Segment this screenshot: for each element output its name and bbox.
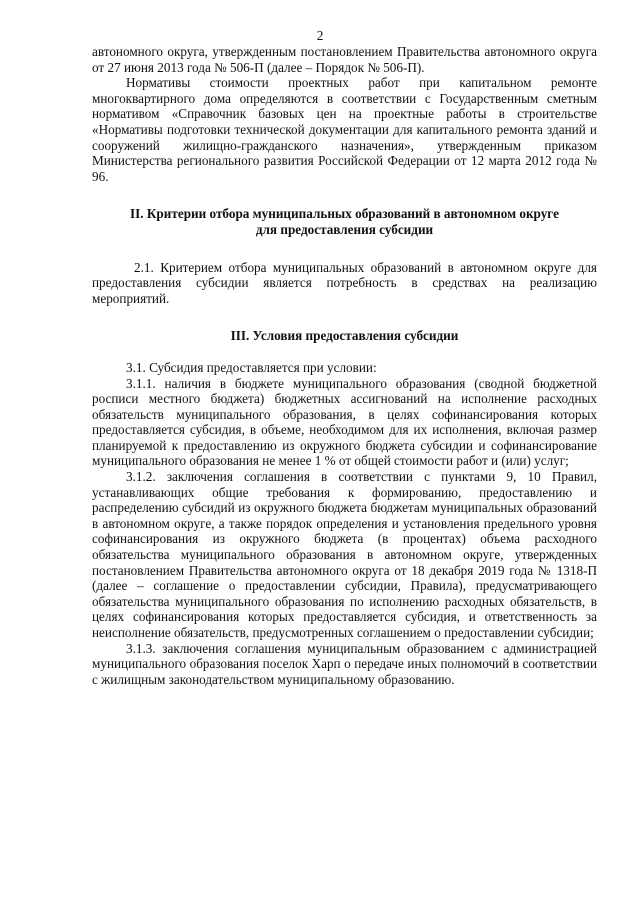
section-2-heading-line1: II. Критерии отбора муниципальных образований в автономном округе: [130, 206, 559, 222]
section-3-heading: III. Условия предоставления субсидии: [230, 328, 459, 344]
document-body: [92, 44, 597, 687]
paragraph-design-norms: Нормативы стоимости проектных работ при капитальном ремонте многоквартирного дома определяются в соответствии с Государственным сметным нормативом «Справочник базовых цен на проектные работы в строительстве «Нормативы подготовки технической документации для капитального ремонта зданий и сооружений жилищно-гражданского назначения», утвержденным приказом Министерства регионального развития Российской Федерации от 12 марта 2012 года № 96.: [92, 75, 597, 184]
paragraph-2-1: 2.1. Критерием отбора муниципальных образований в автономном округе для предоставления субсидии является потребность в средствах на реализацию мероприятий.: [92, 259, 597, 306]
paragraph-3-1-1: 3.1.1. наличия в бюджете муниципального образования (сводной бюджетной росписи местного бюджета) бюджетных ассигнований на исполнение расходных обязательств муниципального образования, в целях софинансирования которых предоставляется субсидия, в объеме, необходимом для их исполнения, включая размер планируемой к предоставлению из окружного бюджета субсидии и софинансирование муниципального образования не менее 1 % от общей стоимости работ и (или) услуг;: [92, 375, 597, 469]
paragraph-3-1-3: 3.1.3. заключения соглашения муниципальным образованием с администрацией муниципального образования поселок Харп о передаче иных полномочий в соответствии с жилищным законодательством муниципальному образованию.: [92, 640, 597, 687]
page-number: 2: [316, 28, 324, 43]
section-2-heading-line2: для предоставления субсидии: [255, 221, 434, 237]
paragraph-continuation: автономного округа, утвержденным постановлением Правительства автономного округа от 27 июня 2013 года № 506-П (далее – Порядок № 506-П).: [92, 44, 597, 75]
paragraph-3-1-2: 3.1.2. заключения соглашения в соответствии с пунктами 9, 10 Правил, устанавливающих общие требования к формированию, предоставлению и распределению субсидий из окружного бюджета бюджетам муниципальных образований в автономном округе, а также порядок определения и установления предельного уровня софинансирования из окружного бюджета (в процентах) объема расходного обязательства муниципального образования в автономном округе, утвержденных постановлением Правительства автономного округа от 18 декабря 2019 года № 1318-П (далее – соглашение о предоставлении субсидии, Правила), предусматривающего обязательства муниципального образования по исполнению расходных обязательств, в целях софинансирования которых предоставляется субсидия, и ответственность за неисполнение обязательств, предусмотренных соглашением о предоставлении субсидии;: [92, 469, 597, 640]
paragraph-3-1: 3.1. Субсидия предоставляется при условии:: [126, 359, 377, 375]
